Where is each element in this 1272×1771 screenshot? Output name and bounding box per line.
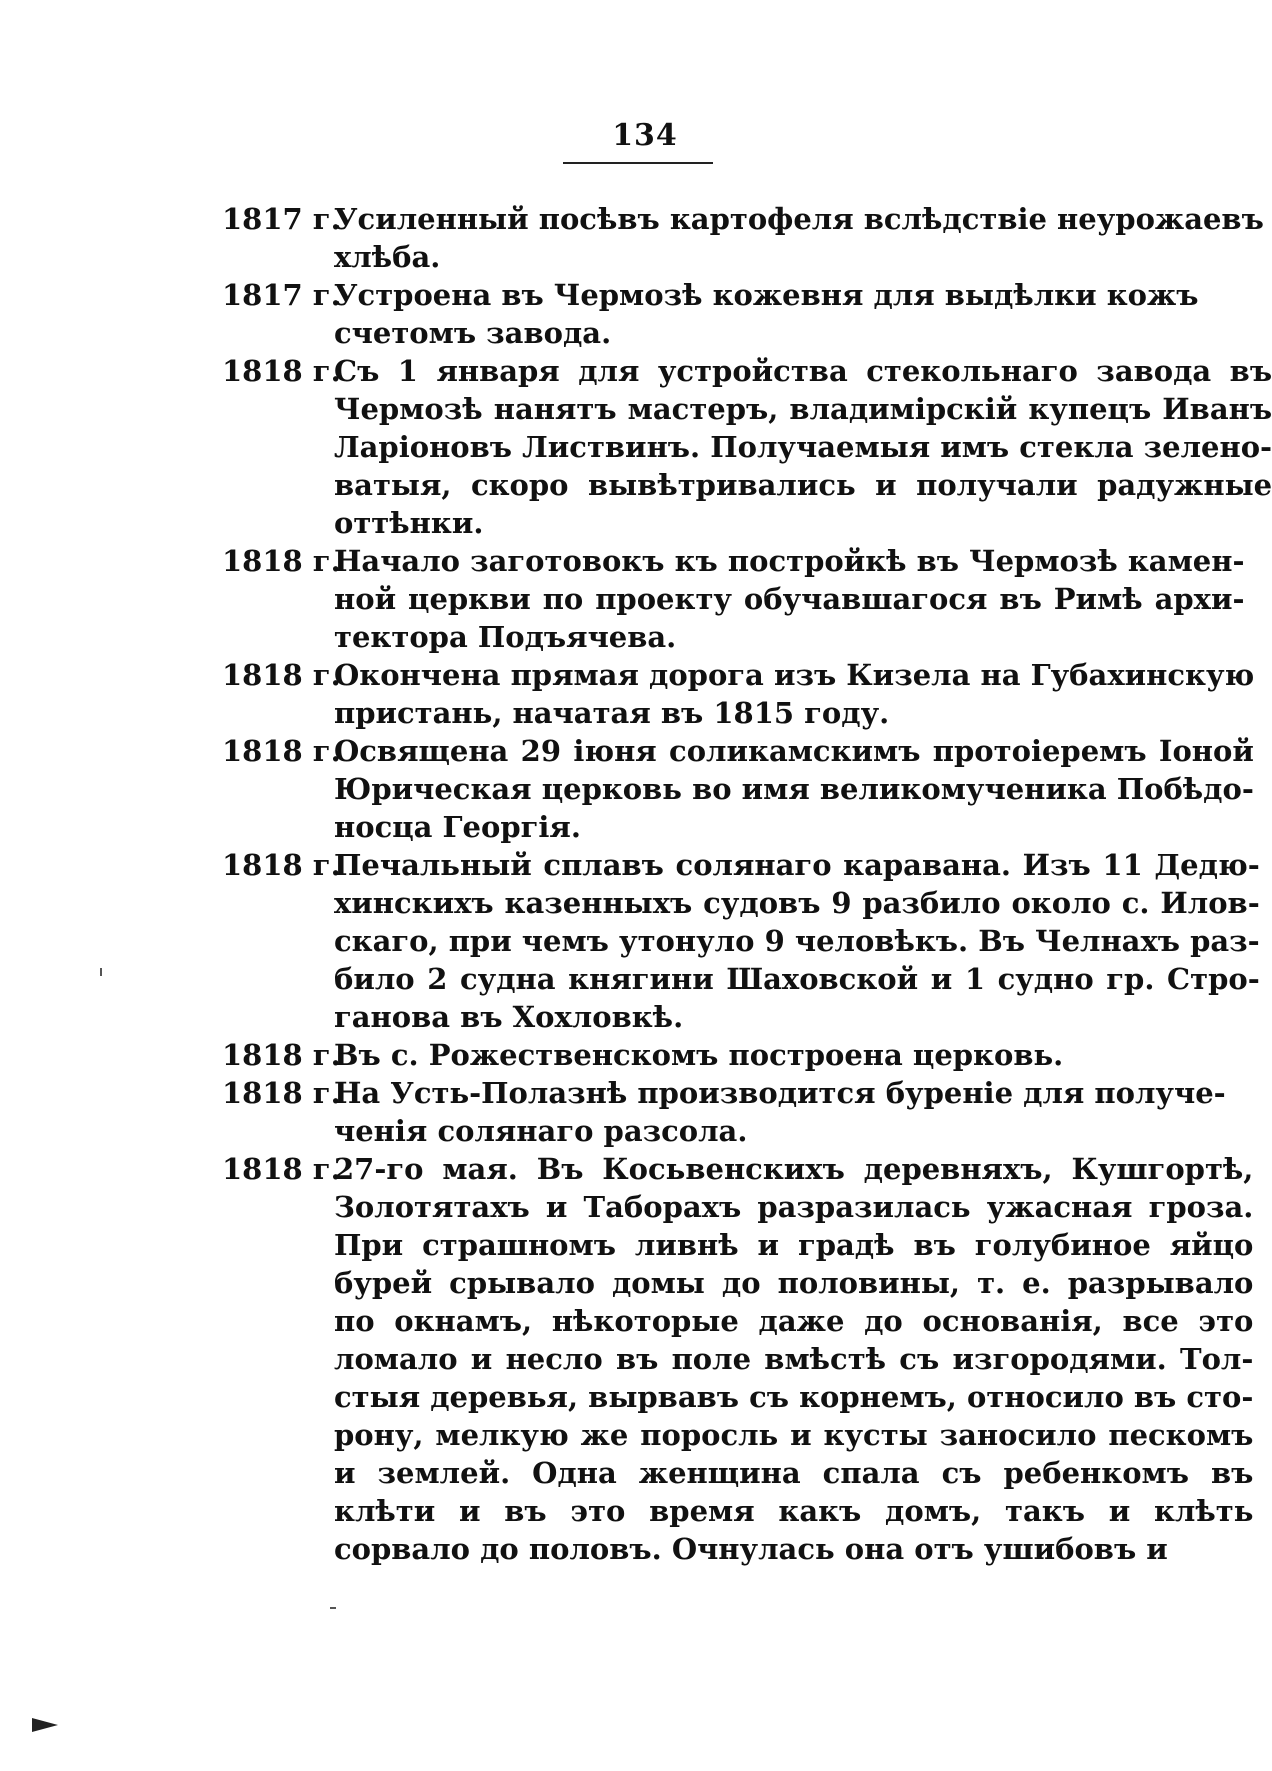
chronicle-entry [222, 656, 1255, 732]
chronicle-entries [222, 200, 1272, 1568]
entry-line: бурей срывало домы до половины, т. е. разрывало [334, 1266, 1254, 1300]
speck-mark [330, 1607, 336, 1609]
entry-text [334, 352, 1272, 542]
entry-year: 1818 г. [222, 354, 341, 388]
entry-line: хлѣба. [334, 240, 441, 274]
entry-text [334, 542, 1245, 656]
entry-line: Освящена 29 іюня соликамскимъ протоіеремъ Іоной [334, 734, 1254, 768]
entry-text [334, 276, 1199, 352]
chronicle-entry [222, 1074, 1226, 1150]
entry-year: 1818 г. [222, 1076, 341, 1110]
entry-line: тектора Подъячева. [334, 620, 677, 654]
entry-line: Юрическая церковь во имя великомученика Побѣдо- [334, 772, 1254, 806]
entry-line: Начало заготовокъ къ постройкѣ въ Чермозѣ камен- [334, 544, 1245, 578]
entry-line: скаго, при чемъ утонуло 9 человѣкъ. Въ Челнахъ раз- [334, 924, 1260, 958]
entry-year: 1818 г. [222, 1038, 341, 1072]
entry-line: сорвало до половъ. Очнулась она отъ ушибовъ и [334, 1532, 1168, 1566]
entry-line: оттѣнки. [334, 506, 484, 540]
page-number-rule [563, 162, 713, 164]
entry-line: по окнамъ, нѣкоторые даже до основанія, все это [334, 1304, 1254, 1338]
entry-text [334, 656, 1254, 732]
entry-line: било 2 судна княгини Шаховской и 1 судно гр. Стро- [334, 962, 1260, 996]
chronicle-entry [222, 1150, 1254, 1568]
entry-text [334, 1036, 1063, 1074]
entry-line: ватыя, скоро вывѣтривались и получали радужные [334, 468, 1272, 502]
entry-line: Чермозѣ нанятъ мастеръ, владимірскій купецъ Иванъ [334, 392, 1272, 426]
entry-text [334, 1150, 1253, 1568]
entry-line: 27-го мая. Въ Косьвенскихъ деревняхъ, Кушгортѣ, [334, 1152, 1254, 1186]
entry-line: Печальный сплавъ солянаго каравана. Изъ 11 Дедю- [334, 848, 1260, 882]
chronicle-entry [222, 276, 1199, 352]
entry-line: стыя деревья, вырвавъ съ корнемъ, относило въ сто- [334, 1380, 1254, 1414]
entry-year: 1818 г. [222, 1152, 341, 1186]
entry-line: Усиленный посѣвъ картофеля вслѣдствіе неурожаевъ [334, 202, 1264, 236]
entry-line: Въ с. Рожественскомъ построена церковь. [334, 1038, 1064, 1072]
entry-text [334, 846, 1260, 1036]
entry-line: ной церкви по проекту обучавшагося въ Римѣ архи- [334, 582, 1245, 616]
entry-text [334, 1074, 1226, 1150]
entry-year: 1818 г. [222, 848, 341, 882]
chronicle-entry [222, 1036, 1062, 1074]
entry-line: ганова въ Хохловкѣ. [334, 1000, 684, 1034]
chronicle-entry [222, 542, 1245, 656]
printer-mark-icon [32, 1718, 58, 1732]
entry-line: клѣти и въ это время какъ домъ, такъ и клѣть [334, 1494, 1254, 1528]
entry-line: пристань, начатая въ 1815 году. [334, 696, 890, 730]
chronicle-entry [222, 732, 1254, 846]
entry-line: и землей. Одна женщина спала съ ребенкомъ въ [334, 1456, 1254, 1490]
entry-line: Съ 1 января для устройства стекольнаго завода въ [334, 354, 1272, 388]
page-number: 134 [612, 118, 678, 153]
entry-line: При страшномъ ливнѣ и градѣ въ голубиное яйцо [334, 1228, 1254, 1262]
chronicle-entry [222, 352, 1272, 542]
speck-mark [100, 968, 102, 976]
entry-line: Ларіоновъ Листвинъ. Получаемыя имъ стекла зелено- [334, 430, 1272, 464]
entry-line: Золотятахъ и Таборахъ разразилась ужасная гроза. [334, 1190, 1254, 1224]
entry-year: 1818 г. [222, 544, 341, 578]
entry-year: 1817 г. [222, 278, 341, 312]
entry-year: 1818 г. [222, 658, 341, 692]
entry-year: 1818 г. [222, 734, 341, 768]
entry-line: ломало и несло въ поле вмѣстѣ съ изгородями. Тол- [334, 1342, 1254, 1376]
entry-line: ченія солянаго разсола. [334, 1114, 748, 1148]
entry-line: счетомъ завода. [334, 316, 612, 350]
chronicle-entry [222, 846, 1260, 1036]
entry-line: рону, мелкую же поросль и кусты заносило пескомъ [334, 1418, 1254, 1452]
entry-text [334, 732, 1254, 846]
entry-line: Окончена прямая дорога изъ Кизела на Губахинскую [334, 658, 1255, 692]
entry-year: 1817 г. [222, 202, 341, 236]
entry-text [334, 200, 1264, 276]
entry-line: Устроена въ Чермозѣ кожевня для выдѣлки кожъ [334, 278, 1199, 312]
chronicle-entry [222, 200, 1264, 276]
entry-line: хинскихъ казенныхъ судовъ 9 разбило около с. Илов- [334, 886, 1260, 920]
entry-line: На Усть-Полазнѣ производится буреніе для получе- [334, 1076, 1226, 1110]
entry-line: носца Георгія. [334, 810, 581, 844]
